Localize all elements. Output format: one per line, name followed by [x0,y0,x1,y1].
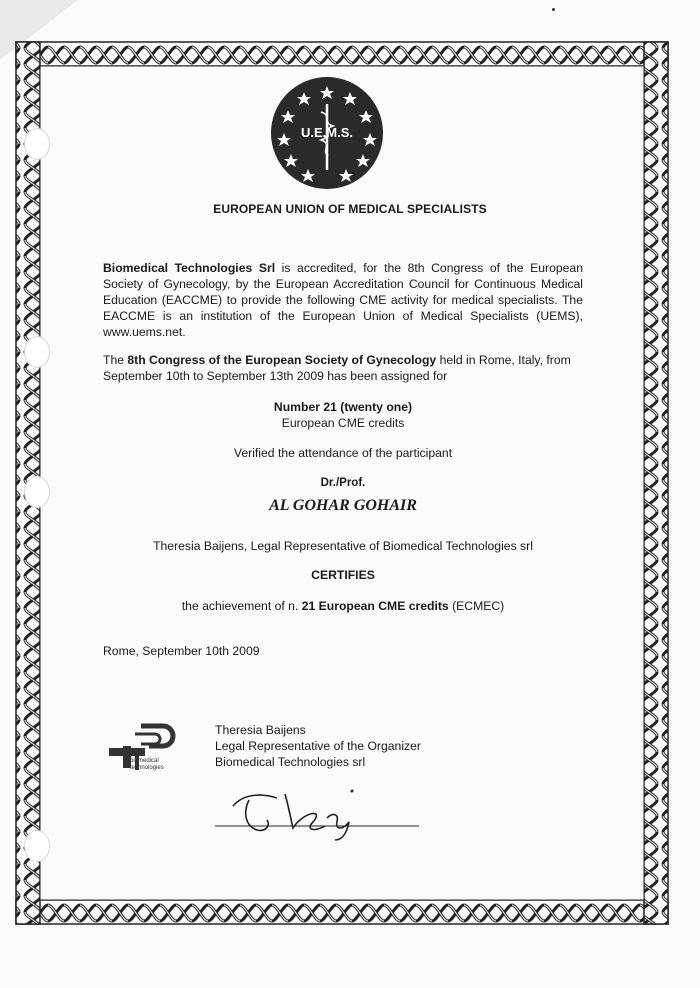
signatory-org: Biomedical Technologies srl [215,755,366,769]
issue-date: Rome, September 10th 2009 [103,644,260,658]
signatory-block [215,722,421,770]
punch-hole [24,830,50,862]
achievement-suffix: (ECMEC) [448,599,505,613]
event-prefix: The [103,353,128,367]
signatory-name: Theresia Baijens [215,723,306,737]
seal-text: U.E.M.S. [300,125,354,140]
punch-hole [24,128,50,160]
credits-number: Number 21 (twenty one) [273,400,413,414]
event-paragraph [103,352,583,384]
participant-name: AL GOHAR GOHAIR [269,497,417,514]
accreditation-text: is accredited, for the 8th Congress of the European Society of Gynecology, by the European Accreditation Council for Continuous Medical Education (EACCME) to provide the following CME activity for medical specialists. The EACCME is an institution of the European Union of Medical Specialists (UEMS), www.uems.net. [103,261,583,339]
uems-seal [270,76,384,190]
logo-caption-line: biomedical [130,758,159,764]
representative-line: Theresia Baijens, Legal Representative of Biomedical Technologies srl [153,539,533,553]
verified-text: Verified the attendance of the participant [233,446,453,460]
page-title: EUROPEAN UNION OF MEDICAL SPECIALISTS [213,202,487,216]
signatory-role: Legal Representative of the Organizer [215,739,421,753]
participant-title: Dr./Prof. [320,477,366,489]
achievement-credits: 21 European CME credits [301,599,449,613]
achievement-prefix: the achievement of n. [181,599,302,613]
accreditation-paragraph [103,260,583,340]
event-name: 8th Congress of the European Society of Gynecology [127,353,437,367]
organizer-name: Biomedical Technologies Srl [103,261,276,275]
credits-label: European CME credits [281,416,405,430]
handwritten-signature [215,782,445,842]
logo-caption [130,758,164,772]
certifies-heading: CERTIFIES [311,568,375,582]
event-details: held in Rome, Italy, from September 10th to September 13th 2009 has been assigned for [103,353,571,383]
logo-caption-line: technologies [130,765,164,771]
achievement-line [0,598,686,614]
punch-hole [24,336,50,368]
